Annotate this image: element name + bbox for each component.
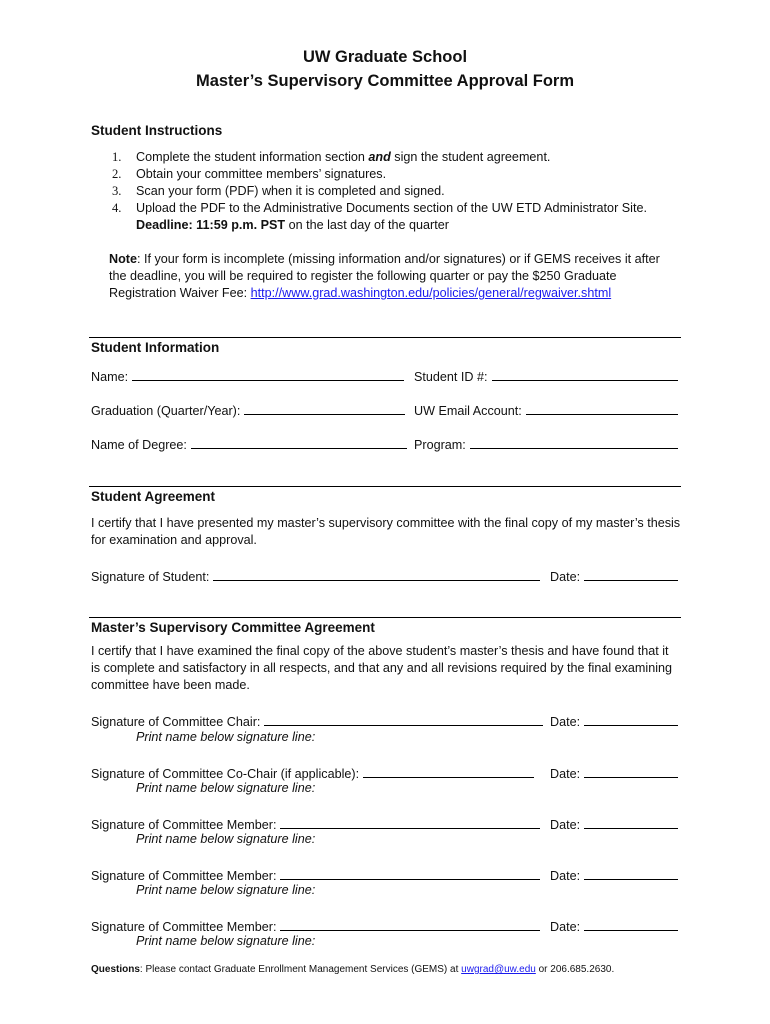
- instruction-item-4: 4. Upload the PDF to the Administrative Documents section of the UW ETD Administrator Site.: [112, 201, 647, 215]
- member3-signature-line[interactable]: [280, 917, 540, 931]
- agreement-text: I certify that I have presented my master’s supervisory committee with the final copy of my master’s thesis for examination and approval.: [91, 516, 681, 547]
- committee-text: I certify that I have examined the final copy of the above student’s master’s thesis and have found that it is complete and satisfactory in all respects, and that any and all revisions required by the final examining committee have been made.: [91, 644, 673, 692]
- divider: [89, 617, 681, 618]
- graduation-field[interactable]: Graduation (Quarter/Year):: [91, 401, 405, 418]
- note-line-2: the deadline, you will be required to register the following quarter or pay the $250 Graduate: [109, 269, 617, 283]
- deadline-text: Deadline: 11:59 p.m. PST on the last day of the quarter: [136, 218, 449, 232]
- program-field[interactable]: Program:: [414, 435, 678, 452]
- cochair-date-field[interactable]: Date:: [550, 764, 678, 781]
- chair-date-field[interactable]: Date:: [550, 712, 678, 729]
- student-info-heading: Student Information: [91, 340, 220, 355]
- print-name-hint: Print name below signature line:: [136, 934, 316, 948]
- student-signature-line[interactable]: [213, 567, 540, 581]
- member2-date-line[interactable]: [584, 866, 678, 880]
- regwaiver-link[interactable]: http://www.grad.washington.edu/policies/general/regwaiver.shtml: [250, 286, 612, 300]
- print-name-hint: Print name below signature line:: [136, 832, 316, 846]
- print-name-hint: Print name below signature line:: [136, 883, 316, 897]
- member1-date-field[interactable]: Date:: [550, 815, 678, 832]
- email-field[interactable]: UW Email Account:: [414, 401, 678, 418]
- member2-date-field[interactable]: Date:: [550, 866, 678, 883]
- note-line-3: Registration Waiver Fee: http://www.grad.washington.edu/policies/general/regwaiver.shtml: [109, 286, 612, 300]
- member3-date-line[interactable]: [584, 917, 678, 931]
- member3-signature-field[interactable]: Signature of Committee Member:: [91, 917, 540, 934]
- member2-signature-line[interactable]: [280, 866, 540, 880]
- chair-signature-field[interactable]: Signature of Committee Chair:: [91, 712, 543, 729]
- member1-signature-field[interactable]: Signature of Committee Member:: [91, 815, 540, 832]
- student-id-field[interactable]: Student ID #:: [414, 367, 678, 384]
- footer-questions: Questions: Please contact Graduate Enrollment Management Services (GEMS) at uwgrad@uw.edu or 206.685.2630.: [91, 964, 615, 975]
- name-field[interactable]: Name:: [91, 367, 404, 384]
- gems-email-link[interactable]: uwgrad@uw.edu: [461, 964, 536, 975]
- member1-date-line[interactable]: [584, 815, 678, 829]
- instruction-item-3: 3. Scan your form (PDF) when it is completed and signed.: [112, 184, 445, 198]
- name-line[interactable]: [132, 367, 404, 381]
- form-title-line1: UW Graduate School: [302, 48, 468, 66]
- instruction-item-1: 1. Complete the student information section and sign the student agreement.: [112, 150, 551, 164]
- student-date-field[interactable]: Date:: [550, 567, 678, 584]
- form-title-line2: Master’s Supervisory Committee Approval Form: [195, 72, 575, 90]
- member3-date-field[interactable]: Date:: [550, 917, 678, 934]
- divider: [89, 486, 681, 487]
- cochair-signature-line[interactable]: [363, 764, 534, 778]
- chair-date-line[interactable]: [584, 712, 678, 726]
- agreement-heading: Student Agreement: [91, 489, 216, 504]
- print-name-hint: Print name below signature line:: [136, 781, 316, 795]
- instruction-item-2: 2. Obtain your committee members’ signatures.: [112, 167, 387, 181]
- cochair-date-line[interactable]: [584, 764, 678, 778]
- note-line-1: Note: If your form is incomplete (missing information and/or signatures) or if GEMS receives it after: [109, 252, 660, 266]
- program-line[interactable]: [470, 435, 678, 449]
- member2-signature-field[interactable]: Signature of Committee Member:: [91, 866, 540, 883]
- divider: [89, 337, 681, 338]
- print-name-hint: Print name below signature line:: [136, 730, 316, 744]
- degree-line[interactable]: [191, 435, 407, 449]
- instructions-heading: Student Instructions: [91, 123, 223, 138]
- committee-heading: Master’s Supervisory Committee Agreement: [91, 620, 375, 635]
- chair-signature-line[interactable]: [264, 712, 543, 726]
- member1-signature-line[interactable]: [280, 815, 540, 829]
- student-signature-field[interactable]: Signature of Student:: [91, 567, 540, 584]
- student-date-line[interactable]: [584, 567, 678, 581]
- email-line[interactable]: [526, 401, 678, 415]
- graduation-line[interactable]: [244, 401, 405, 415]
- cochair-signature-field[interactable]: Signature of Committee Co-Chair (if applicable):: [91, 764, 534, 781]
- student-id-line[interactable]: [492, 367, 678, 381]
- degree-field[interactable]: Name of Degree:: [91, 435, 407, 452]
